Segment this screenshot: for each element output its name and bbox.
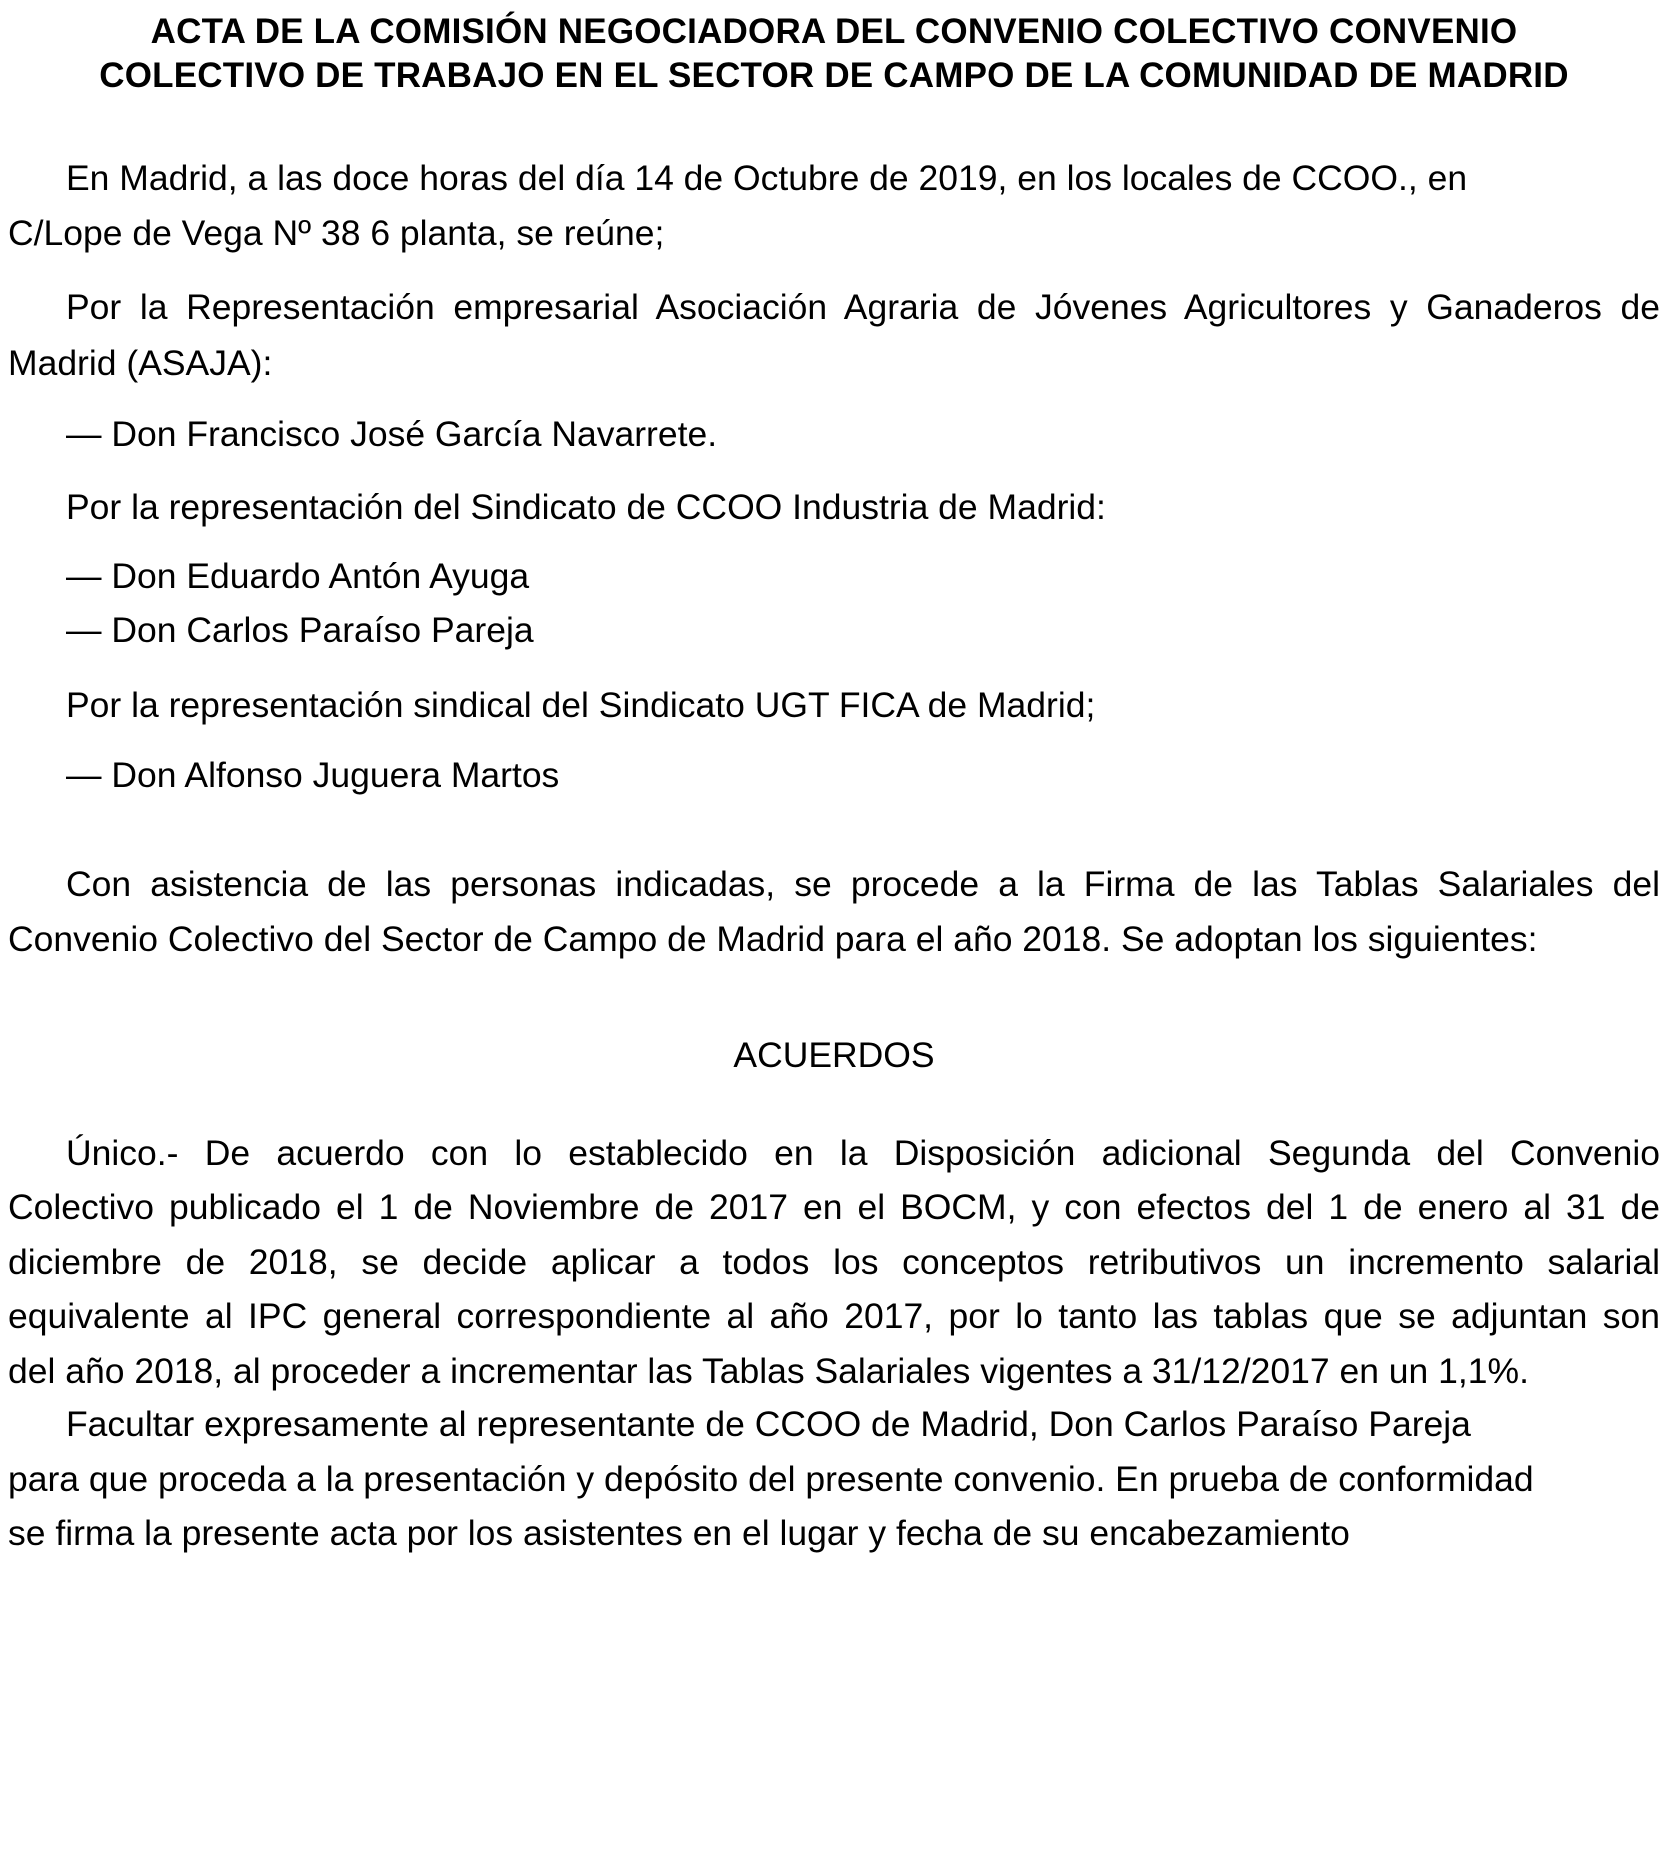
document-page	[8, 0, 1660, 1868]
ugt-member-1: — Don Alfonso Juguera Martos	[66, 755, 560, 795]
facultar-line-1: Facultar expresamente al representante de CCOO de Madrid, Don Carlos Paraíso Pareja	[66, 1404, 1471, 1444]
attendance-line-1: Con asistencia de las personas indicadas, se procede a la Firma de las Tablas Salariales del	[66, 864, 1660, 904]
ccoo-member-1: — Don Eduardo Antón Ayuga	[66, 556, 530, 596]
ccoo-representation-heading: Por la representación del Sindicato de CCOO Industria de Madrid:	[66, 487, 1106, 527]
unico-line-5: del año 2018, al proceder a incrementar las Tablas Salariales vigentes a 31/12/2017 en un 1,1%.	[8, 1351, 1529, 1391]
attendance-line-2: Convenio Colectivo del Sector de Campo de Madrid para el año 2018. Se adoptan los siguientes:	[8, 919, 1538, 959]
intro-line-1: En Madrid, a las doce horas del día 14 de Octubre de 2019, en los locales de CCOO., en	[66, 158, 1468, 198]
unico-line-4: equivalente al IPC general correspondiente al año 2017, por lo tanto las tablas que se adjuntan son	[8, 1296, 1660, 1336]
employer-representation-line-2: Madrid (ASAJA):	[8, 343, 273, 383]
employer-member: — Don Francisco José García Navarrete.	[66, 414, 718, 454]
facultar-line-2: para que proceda a la presentación y depósito del presente convenio. En prueba de conformidad	[8, 1459, 1534, 1499]
acuerdos-heading: ACUERDOS	[733, 1035, 935, 1075]
ugt-representation-heading: Por la representación sindical del Sindicato UGT FICA de Madrid;	[66, 685, 1096, 725]
employer-representation-line-1: Por la Representación empresarial Asociación Agraria de Jóvenes Agricultores y Ganaderos de	[66, 287, 1660, 327]
intro-line-2: C/Lope de Vega Nº 38 6 planta, se reúne;	[8, 213, 665, 253]
unico-line-2: Colectivo publicado el 1 de Noviembre de 2017 en el BOCM, y con efectos del 1 de enero al 31 de	[8, 1187, 1660, 1227]
unico-line-3: diciembre de 2018, se decide aplicar a todos los conceptos retributivos un incremento salarial	[8, 1242, 1660, 1282]
unico-line-1: Único.- De acuerdo con lo establecido en la Disposición adicional Segunda del Convenio	[66, 1133, 1660, 1173]
document-title-line-1: ACTA DE LA COMISIÓN NEGOCIADORA DEL CONVENIO COLECTIVO CONVENIO	[150, 12, 1518, 51]
ccoo-member-2: — Don Carlos Paraíso Pareja	[66, 610, 534, 650]
document-title-line-2: COLECTIVO DE TRABAJO EN EL SECTOR DE CAMPO DE LA COMUNIDAD DE MADRID	[99, 56, 1569, 95]
facultar-line-3: se firma la presente acta por los asistentes en el lugar y fecha de su encabezamiento	[8, 1513, 1350, 1553]
